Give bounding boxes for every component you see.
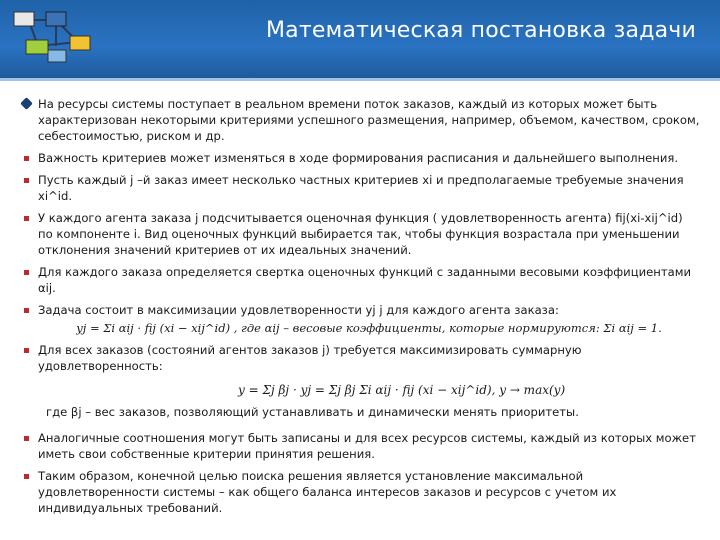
satisfaction-formula: yj = Σi αij · fij (xi − xij^id) , где αij – весовые коэффициенты, которые нормируются: Σi αij = 1. [76, 321, 662, 335]
bullet-list-continued [22, 430, 700, 516]
square-bullet-icon [24, 308, 29, 313]
list-item: У каждого агента заказа j подсчитывается оценочная функция ( удовлетворенность агента) fij(xi-xij^id) по компоненте i. Вид оценочных функций выбирается так, чтобы функция возрастала при уменьшении отклонения значений критериев от их идеальных значений. [22, 210, 700, 258]
list-item: Для каждого заказа определяется свертка оценочных функций с заданными весовыми коэффициентами αij. [22, 264, 700, 296]
list-item: Для всех заказов (состояний агентов заказов j) требуется максимизировать суммарную удовлетворенность: y = Σj βj · yj = Σj βj Σi αij · fij (xi − xij^id), y → max(y) [22, 342, 700, 398]
priority-note: где βj – вес заказов, позволяющий устанавливать и динамически менять приоритеты. [46, 405, 579, 419]
list-item: Аналогичные соотношения могут быть записаны и для всех ресурсов системы, каждый из которых может иметь свои собственные критерии принятия решения. [22, 430, 700, 462]
network-diagram-logo-icon [8, 6, 100, 70]
square-bullet-icon [24, 270, 29, 275]
square-bullet-icon [24, 474, 29, 479]
bullet-list [22, 96, 700, 398]
slide-header [0, 0, 720, 78]
list-item: Пусть каждый j –й заказ имеет несколько частных критериев xi и предполагаемые требуемые значения xi^id. [22, 172, 700, 204]
square-bullet-icon [24, 156, 29, 161]
page-title: Математическая постановка задачи [265, 18, 696, 43]
diamond-bullet-icon [20, 97, 33, 110]
square-bullet-icon [24, 348, 29, 353]
square-bullet-icon [24, 178, 29, 183]
square-bullet-icon [24, 216, 29, 221]
list-item: Задача состоит в максимизации удовлетворенности yj j для каждого агента заказа: yj = Σi αij · fij (xi − xij^id) , где αij – весовые коэффициенты, которые нормируются: Σi αij = 1. [22, 302, 700, 336]
list-item: Важность критериев может изменяться в ходе формирования расписания и дальнейшего выполнения. [22, 150, 700, 166]
total-satisfaction-formula: y = Σj βj · yj = Σj βj Σi αij · fij (xi − xij^id), y → max(y) [238, 383, 566, 397]
list-item: Таким образом, конечной целью поиска решения является установление максимальной удовлетворенности системы – как общего баланса интересов заказов и ресурсов с учетом их индивидуальных требований. [22, 468, 700, 516]
slide-content [22, 96, 700, 522]
list-item: На ресурсы системы поступает в реальном времени поток заказов, каждый из которых может быть характеризован некоторыми критериями успешного размещения, например, объемом, качеством, сроком, себестоимостью, риском и др. [22, 96, 700, 144]
square-bullet-icon [24, 436, 29, 441]
